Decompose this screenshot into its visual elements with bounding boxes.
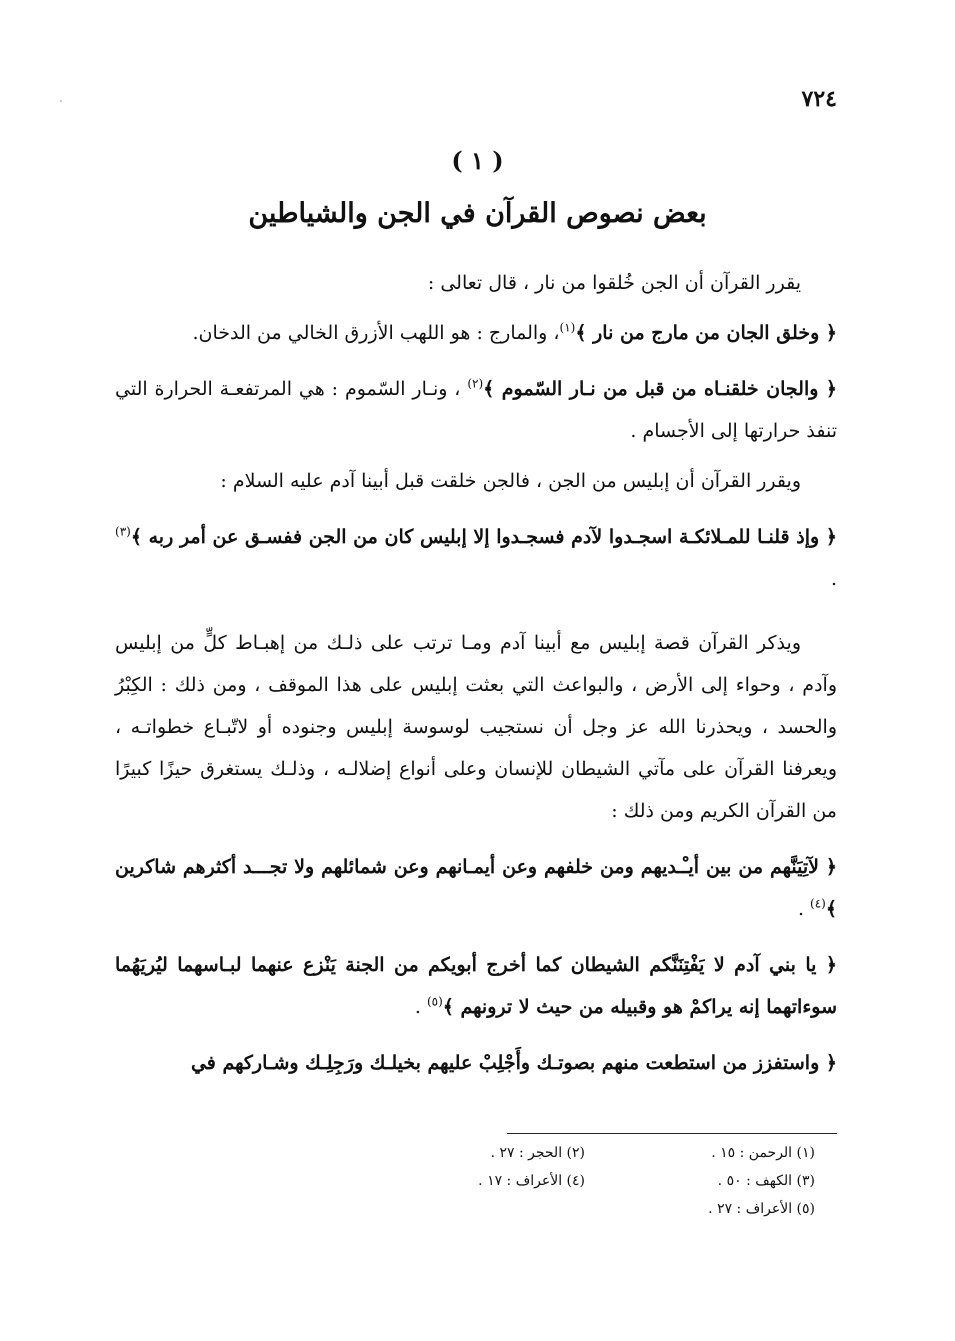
paragraph-verse-yabani-adam	[115, 944, 837, 1028]
footnote-ref: (٢)	[467, 376, 484, 391]
paragraph-iblis-jinn	[115, 460, 837, 502]
section-title: بعض نصوص القرآن في الجن والشياطين	[248, 198, 707, 229]
footnote-2: (٢) الحجر : ٢٧ .	[490, 1145, 585, 1161]
quran-verse: ﴿ والجان خلقنـاه من قبل من نـار السّموم ﴾	[483, 378, 837, 400]
paragraph-verse-samum	[115, 368, 837, 452]
paragraph-story	[115, 622, 837, 832]
paragraph-text: ويقرر القرآن أن إبليس من الجن ، فالجن خلقت قبل أبينا آدم عليه السلام :	[220, 470, 801, 492]
paragraph-text: .	[830, 568, 837, 590]
footnotes	[395, 1142, 815, 1220]
paragraph-text: يقرر القرآن أن الجن خُلقوا من نار ، قال تعالى :	[427, 272, 801, 294]
paragraph-text: ، والمارج : هو اللهب الأزرق الخالي من الدخان.	[192, 322, 560, 344]
paragraph-verse-sujood	[115, 516, 837, 600]
paragraph-text: .	[797, 898, 811, 920]
quran-verse: ﴿ وإذ قلنـا للمـلائكـة اسجـدوا لآدم فسجـدوا إلا إبليس كان من الجن ففسـق عن أمر ربه ﴾	[130, 526, 837, 548]
paragraph-verse-istafziz	[115, 1042, 837, 1084]
body-text	[115, 262, 837, 1084]
footnote-ref: (٣)	[115, 524, 131, 539]
paragraph-verse-marij	[115, 312, 837, 354]
paragraph-text: .	[414, 996, 427, 1018]
paragraph-intro-creation	[115, 262, 837, 304]
footnote-1: (١) الرحمن : ١٥ .	[711, 1145, 815, 1161]
footnote-4: (٤) الأعراف : ١٧ .	[478, 1173, 585, 1189]
section-number: ( ١ )	[451, 146, 504, 175]
footnote-ref: (٤)	[810, 896, 826, 911]
footnote-5: (٥) الأعراف : ٢٧ .	[708, 1201, 815, 1217]
scan-speck	[60, 100, 62, 102]
quran-verse: ﴿ واستفزز من استطعت منهم بصوتـك وأَجْلِبْ عليهم بخيلـك ورَجِلِـك وشـاركهم في	[190, 1052, 837, 1074]
footnote-divider	[507, 1133, 837, 1134]
paragraph-text: ، ونـار السّموم : هي المرتفعـة الحرارة التي تنفذ حرارتها إلى الأجسام .	[115, 378, 837, 442]
paragraph-text: ويذكر القرآن قصة إبليس مع أبينا آدم ومـا ترتب على ذلـك من إهبـاط كلٍّ من إبليس وآدم ، وحواء إلى الأرض ، والبواعث التي بعثت إبليس على هذا الموقف ، ومن ذلك : الكِبْرُ والحسد ، ويحذرنا الله عز وجل أن نستجيب لوسوسة إبليس وجنوده أو لاتّبـاع خطواتـه ، ويعرفنا القرآن على مآتي الشيطان للإنسان وعلى أنواع إضلالـه ، وذلـك يستغرق حيزًا كبيرًا من القرآن الكريم ومن ذلك :	[115, 632, 837, 822]
quran-verse: ﴿ لآتِيَنَّهم من بين أيـْـديهم ومن خلفهم وعن أيمـانهم وعن شمائلهم ولا تجـــد أكثرهم شاكرين ﴾	[115, 856, 837, 920]
quran-verse: ﴿ وخلق الجان من مارج من نار ﴾	[575, 322, 837, 344]
page-number: ٧٢٤	[801, 86, 837, 112]
footnote-ref: (٥)	[426, 994, 443, 1009]
quran-verse: ﴿ يا بني آدم لا يَفْتِنَنَّكم الشيطان كما أخرج أبويكم من الجنة يَنْزع عنهما لبـاسهما ليُريَهُما سوءاتهما إنه يراكمْ هو وقبيله من حيث لا ترونهم ﴾	[115, 954, 837, 1018]
footnote-3: (٣) الكهف : ٥٠ .	[717, 1173, 815, 1189]
footnote-ref: (١)	[559, 320, 576, 335]
paragraph-verse-latiyannahum	[115, 846, 837, 930]
